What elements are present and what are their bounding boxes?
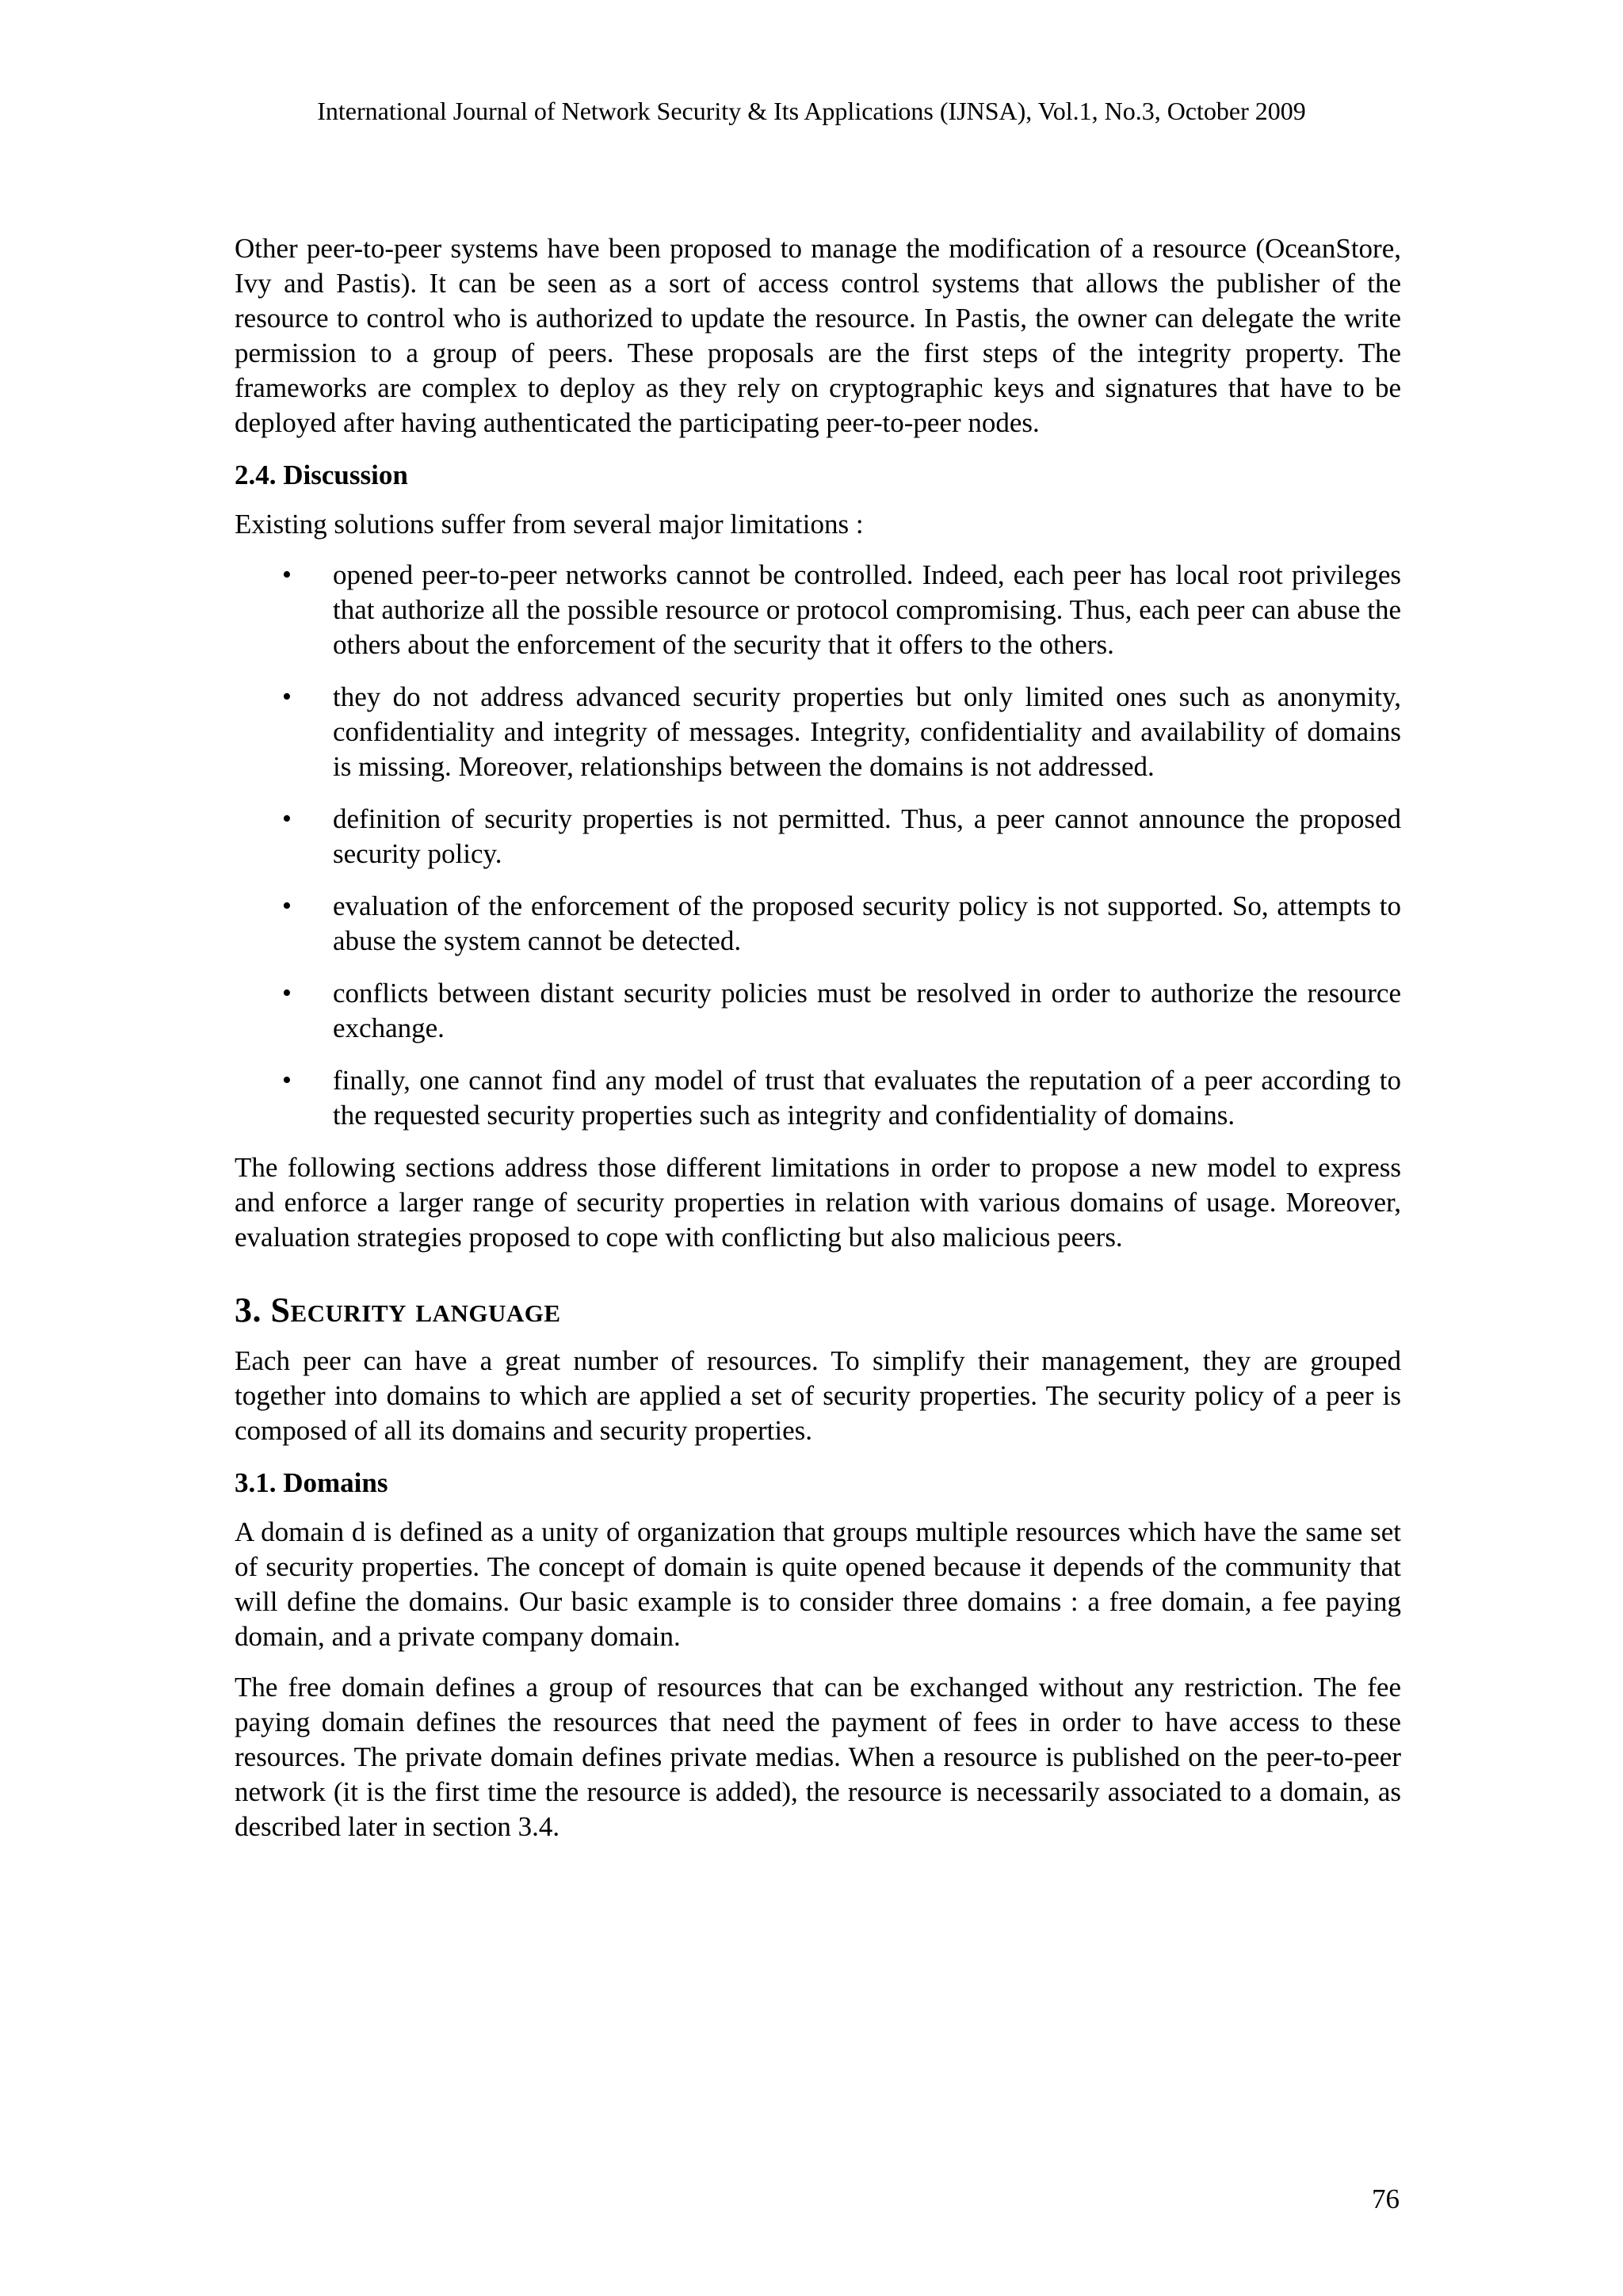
bullet-icon: • — [282, 560, 292, 589]
bullet-icon: • — [282, 1066, 292, 1095]
discussion-closing: The following sections address those different limitations in order to propose a new model to express and enforce a larger range of security properties in relation with various domains of usage. Moreover, evaluation strategies proposed to cope with conflicting but also malicious peers. — [235, 1152, 1401, 1253]
list-item — [235, 976, 1401, 1046]
list-item-text: opened peer-to-peer networks cannot be controlled. Indeed, each peer has local root privileges that authorize all the possible resource or protocol compromising. Thus, each peer can abuse the others about the enforcement of the security that it offers to the others. — [333, 559, 1401, 660]
section-heading-discussion: 2.4. Discussion — [235, 460, 408, 490]
security-language-intro: Each peer can have a great number of resources. To simplify their management, they are grouped together into domains to which are applied a set of security properties. The security policy of a peer is composed of all its domains and security properties. — [235, 1345, 1401, 1446]
list-item — [235, 1063, 1401, 1133]
discussion-lead: Existing solutions suffer from several major limitations : — [235, 509, 864, 540]
list-item — [235, 802, 1401, 871]
list-item-text: evaluation of the enforcement of the proposed security policy is not supported. So, attempts to abuse the system cannot be detected. — [333, 891, 1401, 956]
bullet-icon: • — [282, 804, 292, 833]
list-item — [235, 889, 1401, 959]
page-body — [235, 231, 1401, 1860]
intro-paragraph: Other peer-to-peer systems have been proposed to manage the modification of a resource (OceanStore, Ivy and Pastis). It can be seen as a sort of access control systems that allows the publisher of the resource to control who is authorized to update the resource. In Pastis, the owner can delegate the write permission to a group of peers. These proposals are the first steps of the integrity property. The frameworks are complex to deploy as they rely on cryptographic keys and signatures that have to be deployed after having authenticated the participating peer-to-peer nodes. — [235, 233, 1401, 438]
list-item — [235, 558, 1401, 662]
list-item-text: definition of security properties is not permitted. Thus, a peer cannot announce the proposed security policy. — [333, 803, 1401, 869]
bullet-icon: • — [282, 891, 292, 921]
list-item-text: conflicts between distant security policies must be resolved in order to authorize the resource exchange. — [333, 978, 1401, 1043]
domains-paragraph-2: The free domain defines a group of resources that can be exchanged without any restriction. The fee paying domain defines the resources that need the payment of fees in order to have access to these resources. The private domain defines private medias. When a resource is published on the peer-to-peer network (it is the first time the resource is added), the resource is necessarily associated to a domain, as described later in section 3.4. — [235, 1672, 1401, 1842]
section-heading-security-language: 3. Security language — [235, 1291, 561, 1329]
list-item-text: finally, one cannot find any model of trust that evaluates the reputation of a peer according to the requested security properties such as integrity and confidentiality of domains. — [333, 1065, 1401, 1131]
bullet-icon: • — [282, 978, 292, 1008]
limitations-list — [235, 558, 1401, 1133]
page-number: 76 — [1372, 2183, 1400, 2214]
domains-paragraph-1: A domain d is defined as a unity of organization that groups multiple resources which have the same set of security properties. The concept of domain is quite opened because it depends of the community that will define the domains. Our basic example is to consider three domains : a free domain, a fee paying domain, and a private company domain. — [235, 1516, 1401, 1652]
bullet-icon: • — [282, 682, 292, 711]
running-header: International Journal of Network Security & Its Applications (IJNSA), Vol.1, No.3, October 2009 — [317, 97, 1306, 125]
list-item-text: they do not address advanced security properties but only limited ones such as anonymity, confidentiality and integrity of messages. Integrity, confidentiality and availability of domains is missing. Moreover, relationships between the domains is not addressed. — [333, 681, 1401, 782]
list-item — [235, 680, 1401, 784]
section-heading-domains: 3.1. Domains — [235, 1467, 388, 1498]
